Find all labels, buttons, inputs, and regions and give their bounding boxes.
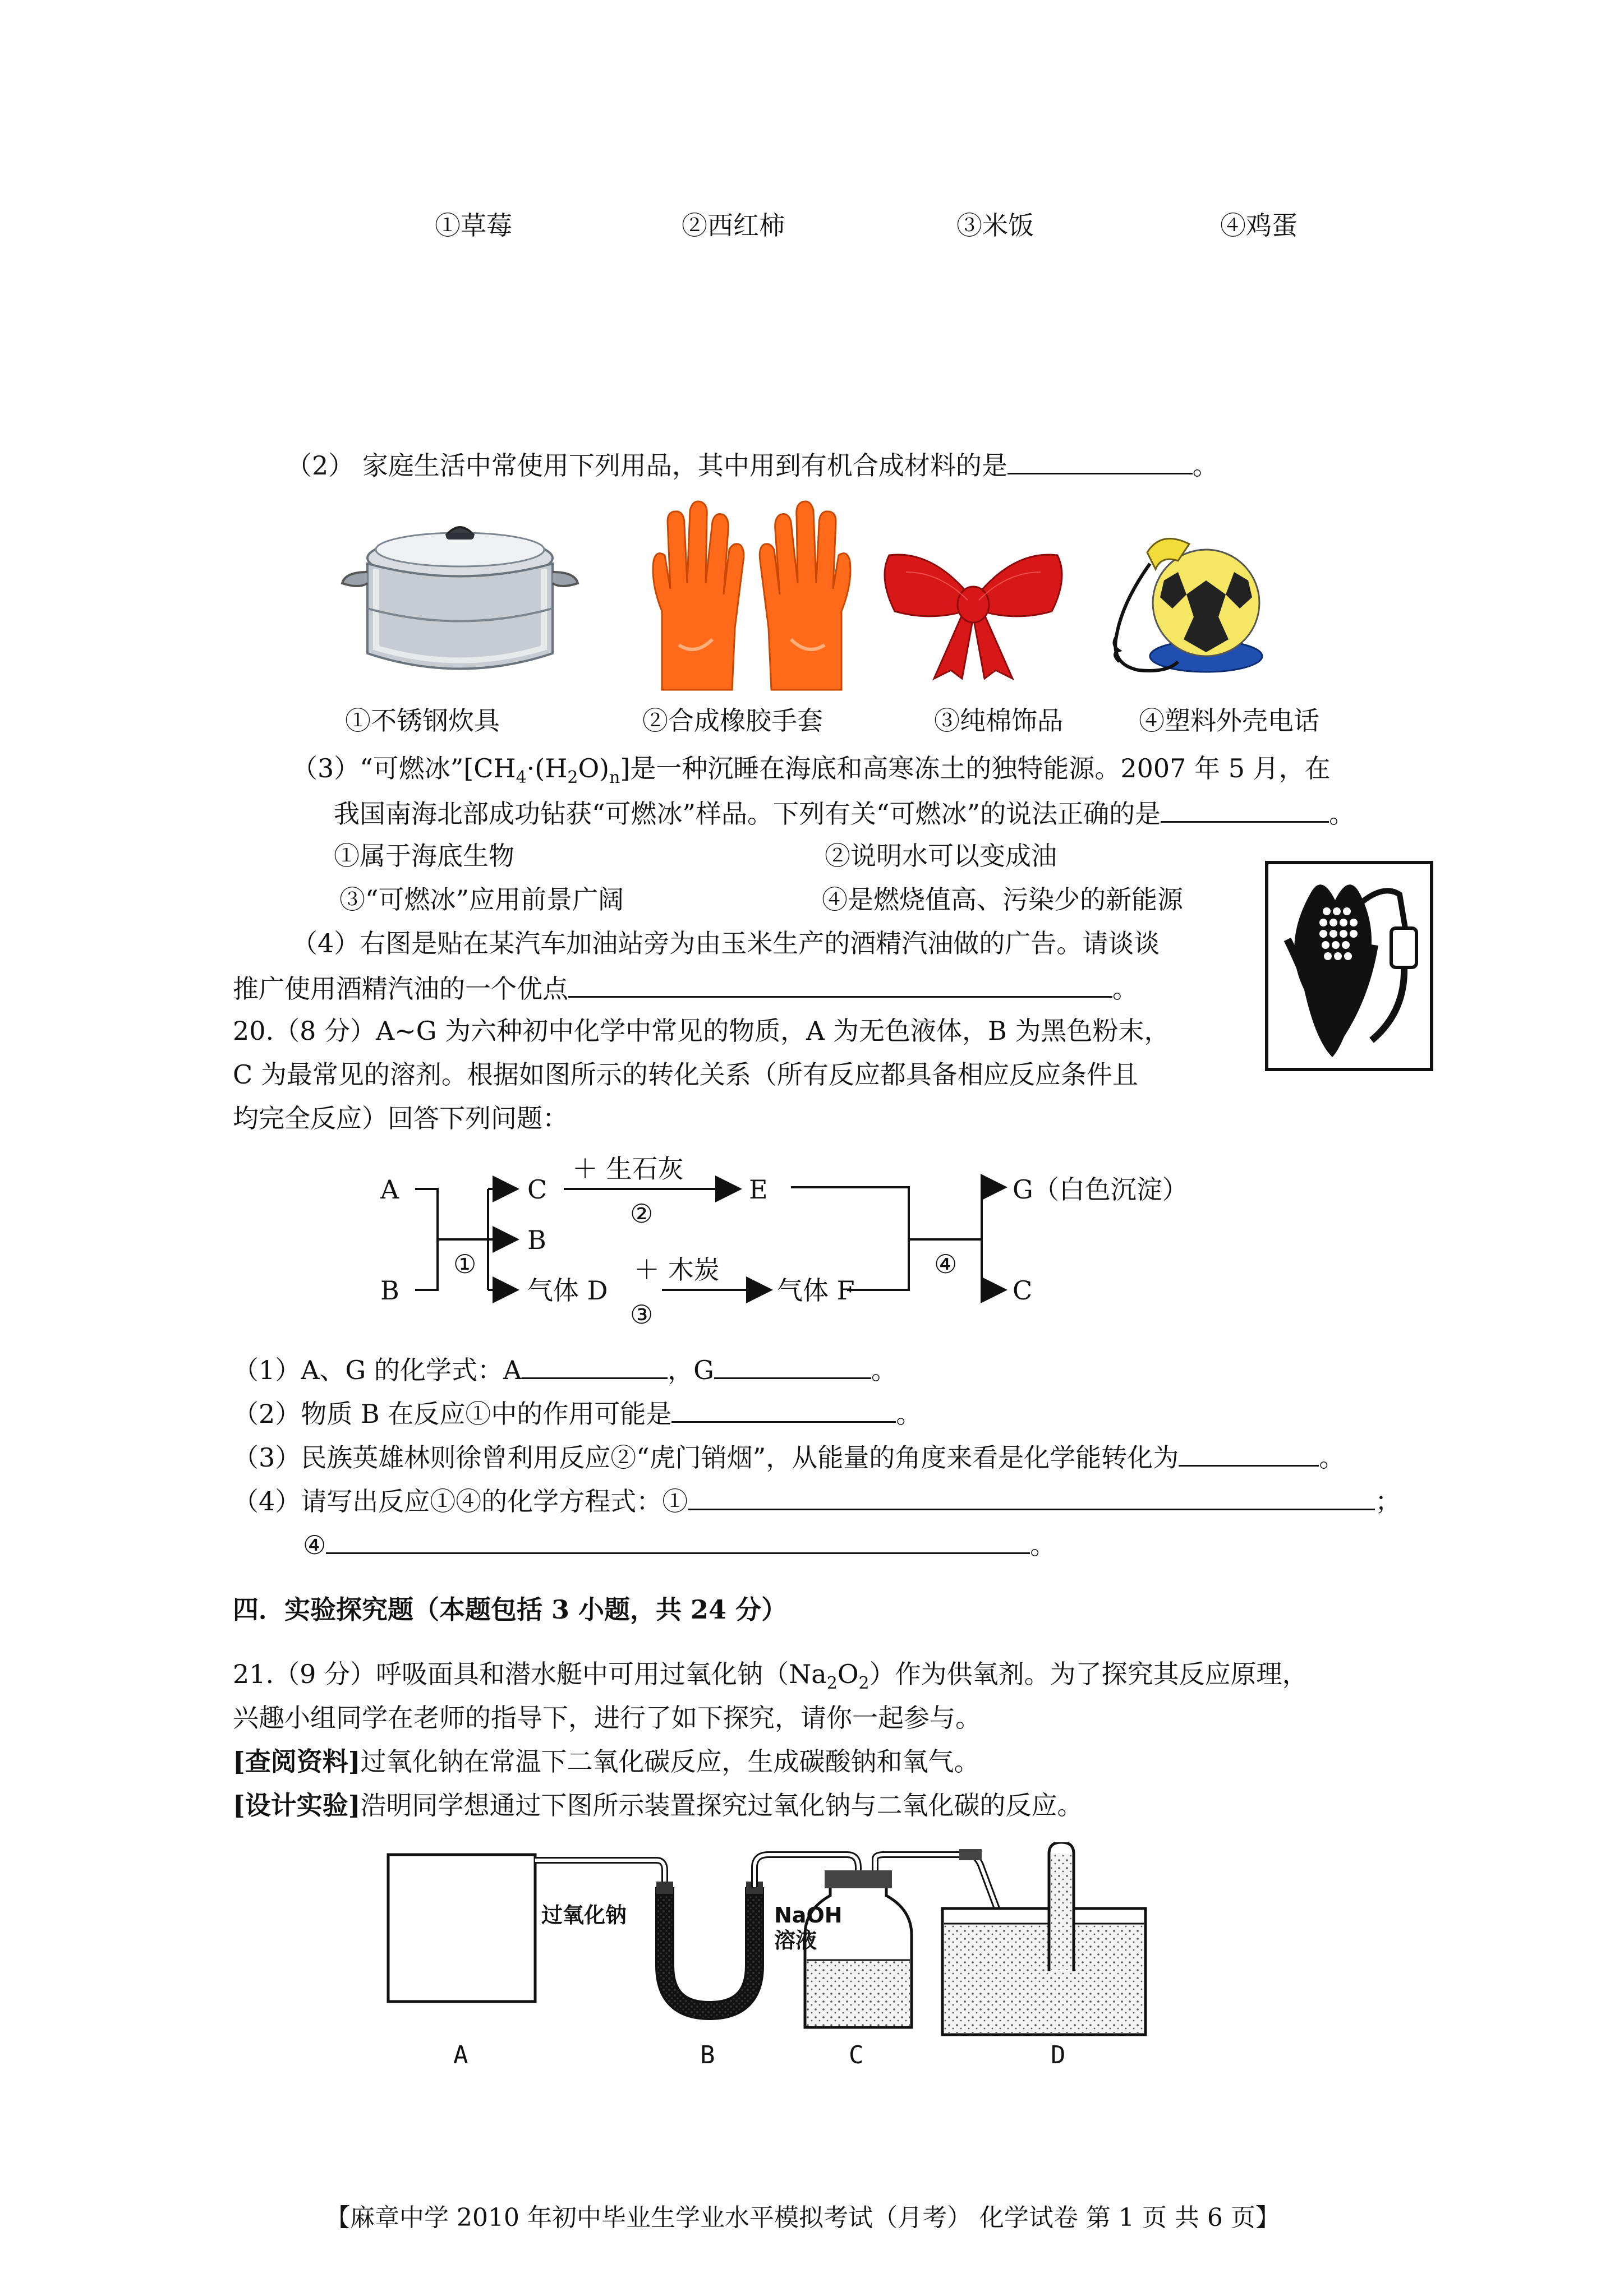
node-a: A xyxy=(380,1174,399,1205)
apparatus-label-b: B xyxy=(700,2041,715,2067)
text: 。 xyxy=(1030,1530,1056,1560)
q20-sub3 xyxy=(233,1439,1345,1474)
caption-gloves: ②合成橡胶手套 xyxy=(642,706,823,736)
q20-sub4b xyxy=(303,1527,1056,1562)
apparatus-label-a: A xyxy=(453,2041,468,2067)
subscript: 2 xyxy=(858,1673,869,1694)
q20-sub1 xyxy=(233,1352,897,1387)
reagent-lime: ＋ 生石灰 xyxy=(572,1154,684,1184)
text: O xyxy=(837,1659,859,1689)
q21-line2: 兴趣小组同学在老师的指导下，进行了如下探究，请你一起参与。 xyxy=(233,1703,981,1733)
text: 。 xyxy=(1319,1442,1345,1473)
q20-line2: C 为最常见的溶剂。根据如图所示的转化关系（所有反应都具备相应反应条件且 xyxy=(233,1059,1138,1090)
q19-3-option-1: ①属于海底生物 xyxy=(334,841,514,871)
section-tag: [设计实验] xyxy=(233,1790,361,1820)
answer-blank[interactable] xyxy=(671,1395,896,1423)
q21-line4 xyxy=(233,1788,1083,1822)
answer-blank[interactable] xyxy=(568,970,1112,998)
answer-blank[interactable] xyxy=(1007,447,1193,474)
text: （1）A、G 的化学式：A xyxy=(233,1355,522,1385)
page-footer: 【麻章中学 2010 年初中毕业生学业水平模拟考试（月考） 化学试卷 第 1 页 共 6 页】 xyxy=(325,2203,1280,2232)
answer-blank[interactable] xyxy=(326,1527,1030,1554)
caption-bow: ③纯棉饰品 xyxy=(934,706,1063,736)
label-naoh: NaOH xyxy=(774,1903,843,1928)
text: 。 xyxy=(896,1399,922,1429)
q19-2-stem xyxy=(286,447,1218,482)
apparatus-label-d: D xyxy=(1051,2041,1066,2067)
text: 。 xyxy=(871,1355,897,1385)
label-solution: 溶液 xyxy=(774,1928,817,1953)
q20-line1: 20.（8 分）A~G 为六种初中化学中常见的物质，A 为无色液体，B 为黑色粉末， xyxy=(233,1016,1170,1046)
q19-3-line1 xyxy=(292,751,1331,795)
q19-option-2: ②西红柿 xyxy=(682,210,785,241)
label-sodium-peroxide: 过氧化钠 xyxy=(541,1903,627,1928)
node-c-right: C xyxy=(1013,1275,1033,1306)
stainless-steel-pot-image xyxy=(337,505,583,690)
section-tag: [查阅资料] xyxy=(233,1746,361,1777)
q20-line3: 均完全反应）回答下列问题： xyxy=(233,1103,568,1133)
node-gas-f: 气体 F xyxy=(777,1275,855,1306)
reaction-4: ④ xyxy=(934,1249,958,1279)
q21-line1 xyxy=(233,1657,1308,1700)
reaction-2: ② xyxy=(630,1198,654,1229)
q21-line3 xyxy=(233,1745,980,1778)
text: （3）民族英雄林则徐曾利用反应②“虎门销烟”，从能量的角度来看是化学能转化为 xyxy=(233,1442,1179,1473)
plastic-telephone-image xyxy=(1094,519,1279,681)
q19-2-end: 。 xyxy=(1192,450,1218,481)
text: 推广使用酒精汽油的一个优点 xyxy=(233,974,568,1004)
subscript: 4 xyxy=(516,768,527,788)
experiment-apparatus xyxy=(381,1842,1156,2067)
answer-blank[interactable] xyxy=(714,1352,871,1379)
text: ]是一种沉睡在海底和高寒冻土的独特能源。2007 年 5 月，在 xyxy=(620,753,1331,783)
q19-3-option-3: ③“可燃冰”应用前景广阔 xyxy=(339,884,624,915)
subscript: n xyxy=(609,768,620,788)
text: (H xyxy=(535,753,568,783)
reagent-carbon: ＋ 木炭 xyxy=(634,1255,720,1285)
q19-4-line1: （4）右图是贴在某汽车加油站旁为由玉米生产的酒精汽油做的广告。请谈谈 xyxy=(292,928,1160,958)
node-g: G（白色沉淀） xyxy=(1013,1174,1188,1205)
text: ，G xyxy=(668,1355,714,1385)
text: O) xyxy=(578,753,610,783)
node-e: E xyxy=(749,1174,768,1205)
q19-2-stem-text: （2） 家庭生活中常使用下列用品，其中用到有机合成材料的是 xyxy=(286,450,1007,481)
node-c-top: C xyxy=(527,1174,548,1205)
text: 过氧化钠在常温下二氧化碳反应，生成碳酸钠和氧气。 xyxy=(360,1746,980,1777)
q19-3-option-2: ②说明水可以变成油 xyxy=(825,841,1057,871)
text: （2）物质 B 在反应①中的作用可能是 xyxy=(233,1399,672,1429)
node-b-mid: B xyxy=(527,1225,546,1255)
conversion-diagram xyxy=(370,1152,1245,1349)
text: 。 xyxy=(1112,974,1138,1004)
cotton-bow-image xyxy=(872,538,1074,684)
reaction-3: ③ xyxy=(630,1299,654,1330)
q19-option-3: ③米饭 xyxy=(956,210,1034,241)
q19-option-1: ①草莓 xyxy=(435,210,512,241)
caption-pot: ①不锈钢炊具 xyxy=(345,706,500,736)
answer-blank[interactable] xyxy=(1179,1439,1319,1467)
corn-ethanol-ad-image xyxy=(1265,861,1433,1071)
reaction-1: ① xyxy=(453,1249,477,1279)
q19-4-line2 xyxy=(233,970,1138,1006)
apparatus-label-c: C xyxy=(849,2041,864,2067)
text: 21.（9 分）呼吸面具和潜水艇中可用过氧化钠（Na xyxy=(233,1659,827,1689)
text: （3）“可燃冰”[CH xyxy=(292,753,516,783)
text: ）作为供氧剂。为了探究其反应原理， xyxy=(869,1659,1308,1689)
answer-blank[interactable] xyxy=(1161,795,1329,823)
caption-phone: ④塑料外壳电话 xyxy=(1139,706,1319,736)
subscript: 2 xyxy=(567,768,578,788)
text: 浩明同学想通过下图所示装置探究过氧化钠与二氧化碳的反应。 xyxy=(360,1790,1083,1820)
text: （4）请写出反应①④的化学方程式：① xyxy=(233,1486,688,1516)
q19-3-line2 xyxy=(334,795,1355,831)
text: 。 xyxy=(1329,799,1355,829)
answer-blank[interactable] xyxy=(688,1483,1375,1510)
q20-sub4 xyxy=(233,1483,1401,1518)
answer-blank[interactable] xyxy=(522,1352,668,1379)
text: ④ xyxy=(303,1530,326,1560)
node-gas-d: 气体 D xyxy=(527,1275,608,1306)
rubber-gloves-image xyxy=(640,499,864,695)
node-b-left: B xyxy=(380,1275,399,1306)
text: 我国南海北部成功钻获“可燃冰”样品。下列有关“可燃冰”的说法正确的是 xyxy=(334,799,1161,829)
text: · xyxy=(526,753,535,783)
q19-option-4: ④鸡蛋 xyxy=(1220,210,1298,241)
q20-sub2 xyxy=(233,1395,922,1431)
subscript: 2 xyxy=(826,1673,838,1694)
q19-3-option-4: ④是燃烧值高、污染少的新能源 xyxy=(822,884,1183,915)
text: ； xyxy=(1375,1486,1401,1516)
section-heading: 四．实验探究题（本题包括 3 小题，共 24 分） xyxy=(233,1594,788,1625)
